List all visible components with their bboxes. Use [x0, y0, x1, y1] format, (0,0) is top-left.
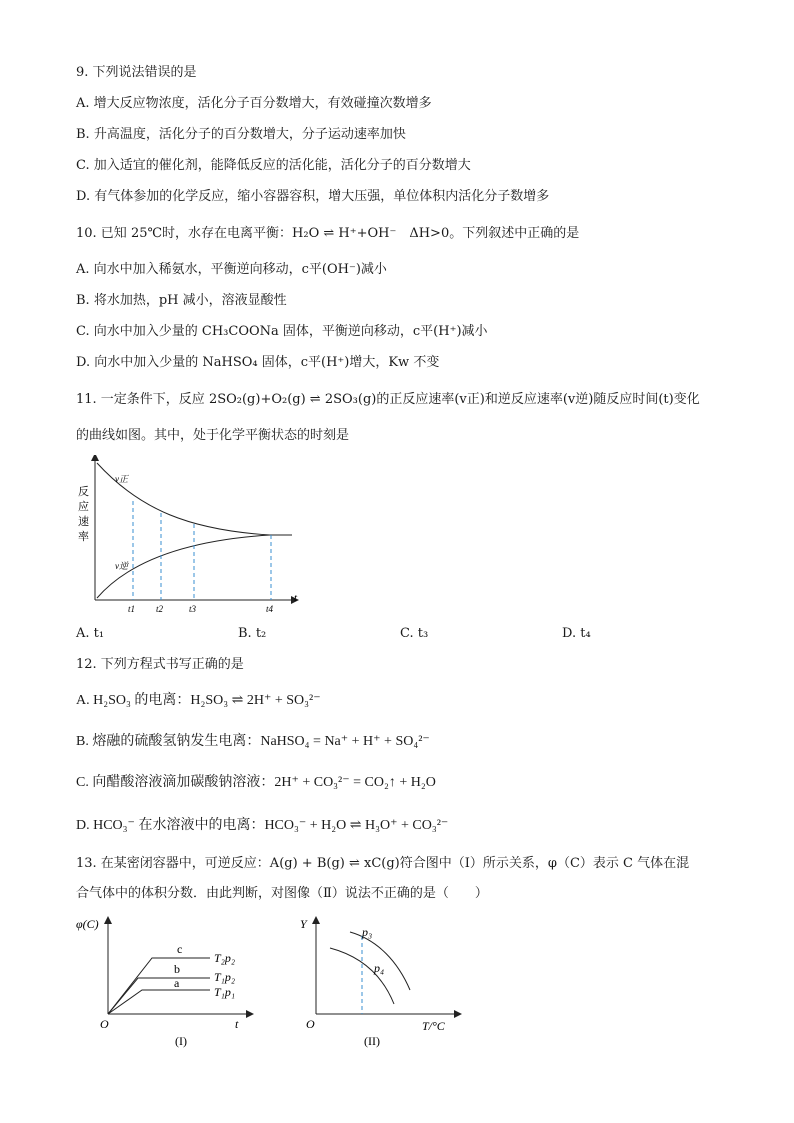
- v-reverse-label: v逆: [115, 561, 128, 571]
- tick-t3: t3: [189, 604, 197, 614]
- q11-stem-line2: 的曲线如图。其中，处于化学平衡状态的时刻是: [76, 428, 350, 443]
- g2-origin: O: [306, 1017, 315, 1031]
- tick-t1: t1: [128, 604, 136, 614]
- y-label-char-4: 率: [78, 531, 89, 543]
- g2-caption: (II): [364, 1034, 380, 1048]
- tick-t2: t2: [156, 604, 164, 614]
- g1-line-b: [108, 978, 210, 1014]
- g2-p4-label: p₄: [374, 961, 385, 975]
- q9-option-a: A. 增大反应物浓度，活化分子百分数增大，有效碰撞次数增多: [76, 96, 432, 111]
- x-axis-label: t: [294, 592, 298, 604]
- q10-stem: 10. 已知 25℃时，水存在电离平衡：H₂O ⇌ H⁺+OH⁻ ΔH>0。下列叙述中正确的是: [76, 226, 580, 241]
- g1-origin: O: [100, 1017, 109, 1031]
- q10-option-b: B. 将水加热，pH 减小，溶液显酸性: [76, 293, 287, 308]
- y-label-char-2: 应: [78, 501, 89, 513]
- g2-x-label: T/°C: [422, 1019, 445, 1033]
- q9-option-d: D. 有气体参加的化学反应，缩小容器容积，增大压强，单位体积内活化分子数增多: [76, 189, 550, 204]
- q10-option-a: A. 向水中加入稀氨水，平衡逆向移动，c平(OH⁻)减小: [76, 262, 387, 277]
- q11-option-c: C. t₃: [400, 626, 429, 641]
- q12-option-b: B. 熔融的硫酸氢钠发生电离：NaHSO₄ = Na⁺ + H⁺ + SO₄²⁻: [76, 734, 430, 749]
- q11-option-d: D. t₄: [562, 626, 591, 641]
- g1-line-c: [108, 958, 210, 1014]
- v-forward-label: v正: [115, 474, 128, 484]
- g1-label-b: T₁p₂: [214, 970, 236, 984]
- g1-caption: (I): [175, 1034, 187, 1048]
- q12-option-d: D. HCO₃⁻ 在水溶液中的电离：HCO₃⁻ + H₂O ⇌ H₃O⁺ + CO₃²⁻: [76, 818, 449, 833]
- q11-rate-graph: [70, 455, 310, 615]
- q13-graph-2: [298, 912, 468, 1052]
- g1-label-c: T₂p₂: [214, 951, 236, 965]
- q9-stem: 9. 下列说法错误的是: [76, 65, 197, 80]
- q10-option-d: D. 向水中加入少量的 NaHSO₄ 固体，c平(H⁺)增大，Kw 不变: [76, 355, 440, 370]
- g1-label-a: T₁p₁: [214, 985, 236, 999]
- g1-letter-a: a: [174, 976, 180, 990]
- q9-option-c: C. 加入适宜的催化剂，能降低反应的活化能，活化分子的百分数增大: [76, 158, 471, 173]
- q10-option-c: C. 向水中加入少量的 CH₃COONa 固体，平衡逆向移动，c平(H⁺)减小: [76, 324, 488, 339]
- q12-stem: 12. 下列方程式书写正确的是: [76, 657, 244, 672]
- q13-graph-1: [72, 912, 262, 1052]
- g1-line-a: [108, 990, 210, 1014]
- y-label-char-3: 速: [78, 516, 89, 528]
- q11-option-a: A. t₁: [76, 626, 105, 641]
- g2-p3-label: p₃: [362, 925, 373, 939]
- g1-letter-c: c: [177, 942, 183, 956]
- q13-stem-line2: 合气体中的体积分数．由此判断，对图像（Ⅱ）说法不正确的是（ ）: [76, 886, 488, 901]
- q9-option-b: B. 升高温度，活化分子的百分数增大，分子运动速率加快: [76, 127, 406, 142]
- g2-y-label: Y: [300, 917, 307, 931]
- y-label-char-1: 反: [78, 486, 89, 498]
- g1-x-label: t: [235, 1017, 239, 1031]
- g1-letter-b: b: [174, 962, 180, 976]
- g1-y-label: φ(C): [76, 917, 99, 931]
- q12-option-c: C. 向醋酸溶液滴加碳酸钠溶液：2H⁺ + CO₃²⁻ = CO₂↑ + H₂O: [76, 775, 436, 790]
- q11-option-b: B. t₂: [238, 626, 267, 641]
- q11-stem-line1: 11. 一定条件下，反应 2SO₂(g)+O₂(g) ⇌ 2SO₃(g)的正反应速率(v正)和逆反应速率(v逆)随反应时间(t)变化: [76, 392, 700, 407]
- q13-stem-line1: 13. 在某密闭容器中，可逆反应：A(g) + B(g) ⇌ xC(g)符合图中（Ⅰ）所示关系，φ（C）表示 C 气体在混: [76, 856, 690, 871]
- q12-option-a: A. H₂SO₃ 的电离：H₂SO₃ ⇌ 2H⁺ + SO₃²⁻: [76, 693, 321, 708]
- tick-t4: t4: [266, 604, 274, 614]
